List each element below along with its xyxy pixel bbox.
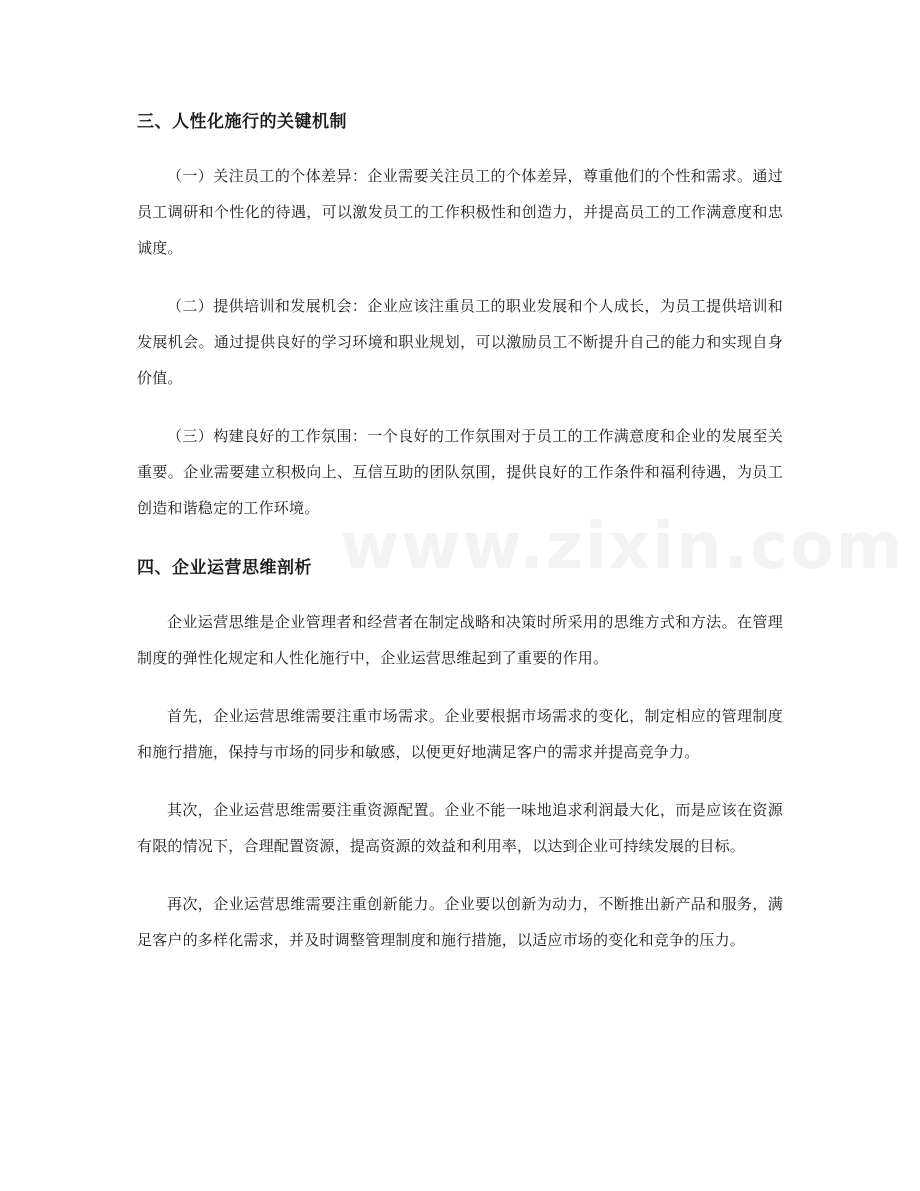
paragraph-item: 首先，企业运营思维需要注重市场需求。企业要根据市场需求的变化，制定相应的管理制度和施行措施，保持与市场的同步和敏感，以便更好地满足客户的需求并提高竞争力。 bbox=[137, 707, 783, 761]
paragraph-item: 其次，企业运营思维需要注重资源配置。企业不能一味地追求利润最大化，而是应该在资源有限的情况下，合理配置资源，提高资源的效益和利用率，以达到企业可持续发展的目标。 bbox=[137, 801, 783, 855]
paragraph-item: （一）关注员工的个体差异：企业需要关注员工的个体差异，尊重他们的个性和需求。通过员工调研和个性化的待遇，可以激发员工的工作积极性和创造力，并提高员工的工作满意度和忠诚度。 bbox=[137, 167, 783, 257]
section-heading-3: 三、人性化施行的关键机制 bbox=[137, 112, 347, 132]
paragraph-item: （二）提供培训和发展机会：企业应该注重员工的职业发展和个人成长，为员工提供培训和发展机会。通过提供良好的学习环境和职业规划，可以激励员工不断提升自己的能力和实现自身价值。 bbox=[137, 297, 783, 387]
paragraph-item: 再次，企业运营思维需要注重创新能力。企业要以创新为动力，不断推出新产品和服务，满足客户的多样化需求，并及时调整管理制度和施行措施，以适应市场的变化和竞争的压力。 bbox=[137, 895, 783, 949]
document-body bbox=[137, 104, 783, 958]
paragraph-item: （三）构建良好的工作氛围：一个良好的工作氛围对于员工的工作满意度和企业的发展至关重要。企业需要建立积极向上、互信互助的团队氛围，提供良好的工作条件和福利待遇，为员工创造和谐稳定的工作环境。 bbox=[137, 427, 783, 517]
section-heading-4: 四、企业运营思维剖析 bbox=[137, 558, 312, 578]
paragraph-item: 企业运营思维是企业管理者和经营者在制定战略和决策时所采用的思维方式和方法。在管理制度的弹性化规定和人性化施行中，企业运营思维起到了重要的作用。 bbox=[137, 613, 783, 667]
